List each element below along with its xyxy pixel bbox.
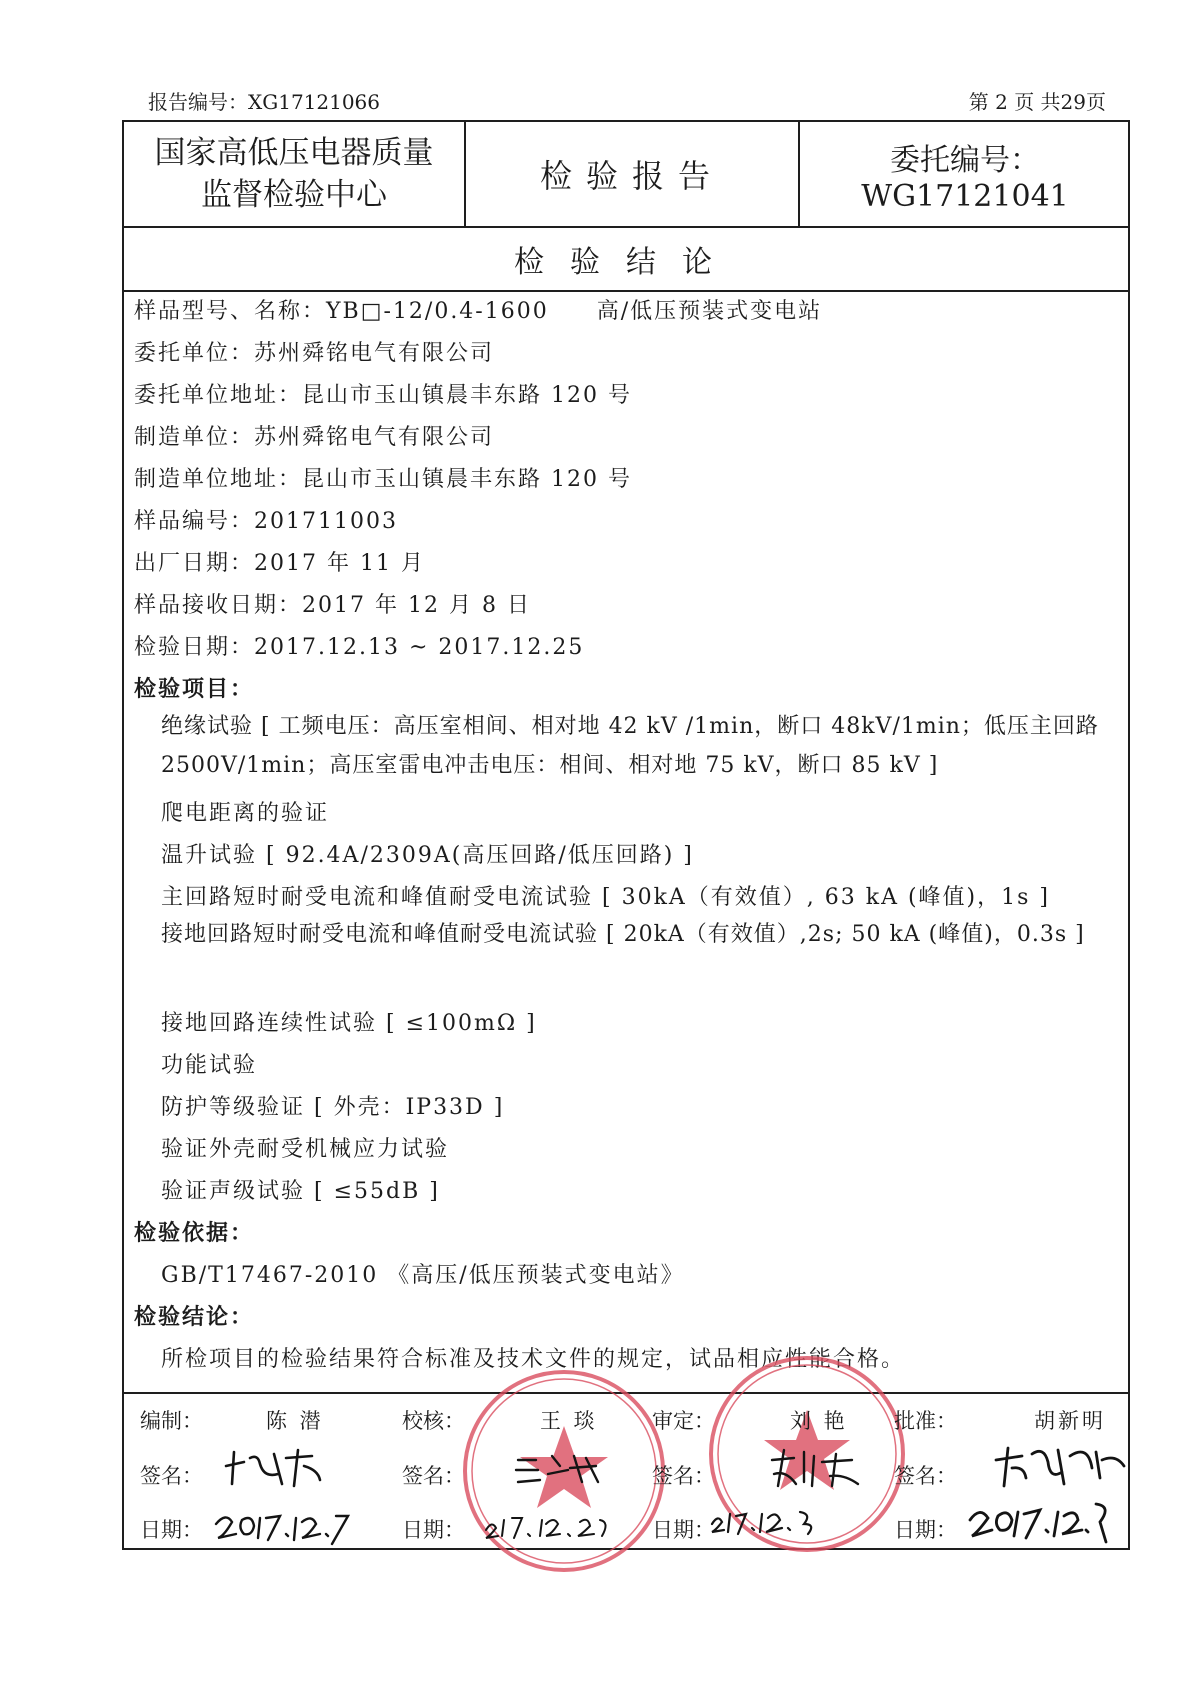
date-label-check: 日期：: [402, 1518, 465, 1542]
signoff-section: [124, 1392, 1128, 1550]
test-item-earthing-continuity: 接地回路连续性试验 [ ≤100mΩ ]: [161, 1011, 537, 1036]
entrust-number-cell: [800, 122, 1130, 226]
client-unit: 委托单位：苏州舜铭电气有限公司: [134, 341, 495, 366]
sign-label-compile: 签名：: [140, 1464, 203, 1488]
sign-label-review: 签名：: [652, 1464, 715, 1488]
header-row: [124, 122, 1128, 228]
sample-model-name: 样品型号、名称：YB□-12/0.4-1600 高/低压预装式变电站: [134, 299, 823, 324]
compile-label: 编制：: [140, 1409, 203, 1433]
entrust-number: 委托编号：WG17121041: [861, 142, 1069, 214]
test-item-sound-level: 验证声级试验 [ ≤55dB ]: [161, 1179, 440, 1204]
test-item-earthing-withstand: 接地回路短时耐受电流和峰值耐受电流试验 [ 20kA（有效值）,2s; 50 kA (峰值)，0.3s ]: [161, 922, 1085, 947]
test-item-function: 功能试验: [161, 1053, 258, 1078]
production-date: 出厂日期：2017 年 11 月: [134, 551, 425, 576]
inspection-basis: GB/T17467-2010 《高压/低压预装式变电站》: [161, 1263, 685, 1288]
sample-number: 样品编号：201711003: [134, 509, 398, 534]
check-label: 校核：: [402, 1409, 465, 1433]
compiler-name: 陈 潜: [266, 1409, 324, 1433]
received-date: 样品接收日期：2017 年 12 月 8 日: [134, 593, 531, 618]
signature-review: [764, 1446, 864, 1490]
client-address: 委托单位地址：昆山市玉山镇晨丰东路 120 号: [134, 383, 632, 408]
basis-heading: 检验依据：: [134, 1220, 255, 1246]
date-label-approve: 日期：: [894, 1518, 957, 1542]
doc-type-cell: [466, 122, 800, 226]
section-title: 检验结论: [124, 228, 1128, 292]
checker-name: 王 琰: [540, 1409, 598, 1433]
test-item-creepage: 爬电距离的验证: [161, 801, 330, 826]
reviewer-name: 刘 艳: [790, 1409, 848, 1433]
date-handwritten-check: [482, 1512, 632, 1540]
test-item-insulation: 绝缘试验 [ 工频电压：高压室相间、相对地 42 kV /1min，断口 48kV/1min；低压主回路 2500V/1min；高压室雷电冲击电压：相间、相对地 75 kV，断口 85 kV ]: [161, 714, 1099, 778]
test-item-main-circuit-withstand: 主回路短时耐受电流和峰值耐受电流试验 [ 30kA（有效值）, 63 kA (峰值)，1s ]: [161, 885, 1050, 910]
manufacturer-address: 制造单位地址：昆山市玉山镇晨丰东路 120 号: [134, 467, 632, 492]
org-name-line1: 国家高低压电器质量: [154, 135, 434, 171]
date-handwritten-compile: [212, 1498, 362, 1548]
sign-label-check: 签名：: [402, 1464, 465, 1488]
signature-check: [512, 1448, 602, 1488]
signature-compile: [220, 1444, 330, 1492]
doc-type: 检验报告: [539, 157, 724, 195]
date-label-review: 日期：: [652, 1518, 715, 1542]
conclusion-heading: 检验结论：: [134, 1304, 255, 1330]
test-item-ip-rating: 防护等级验证 [ 外壳：IP33D ]: [161, 1095, 505, 1120]
top-bar: [148, 86, 1106, 116]
page-info: 第 2 页 共29页: [968, 90, 1106, 114]
date-label-compile: 日期：: [140, 1518, 203, 1542]
org-name-cell: [124, 122, 466, 226]
org-name-line2: 监督检验中心: [201, 177, 387, 213]
report-frame: [122, 120, 1130, 1550]
date-handwritten-approve: [966, 1490, 1116, 1546]
items-heading: 检验项目：: [134, 676, 255, 702]
manufacturer: 制造单位：苏州舜铭电气有限公司: [134, 425, 495, 450]
report-number: 报告编号：XG17121066: [148, 90, 381, 114]
approve-label: 批准：: [894, 1409, 957, 1433]
test-item-mechanical-stress: 验证外壳耐受机械应力试验: [161, 1137, 450, 1162]
approver-name: 胡新明: [1034, 1409, 1106, 1433]
conclusion-text: 所检项目的检验结果符合标准及技术文件的规定，试品相应性能合格。: [161, 1347, 906, 1372]
date-handwritten-review: [708, 1504, 838, 1536]
test-item-temperature-rise: 温升试验 [ 92.4A/2309A(高压回路/低压回路) ]: [161, 843, 694, 868]
review-label: 审定：: [652, 1409, 715, 1433]
signature-approve: [992, 1438, 1128, 1494]
sign-label-approve: 签名：: [894, 1464, 957, 1488]
inspection-date: 检验日期：2017.12.13 ~ 2017.12.25: [134, 635, 585, 660]
